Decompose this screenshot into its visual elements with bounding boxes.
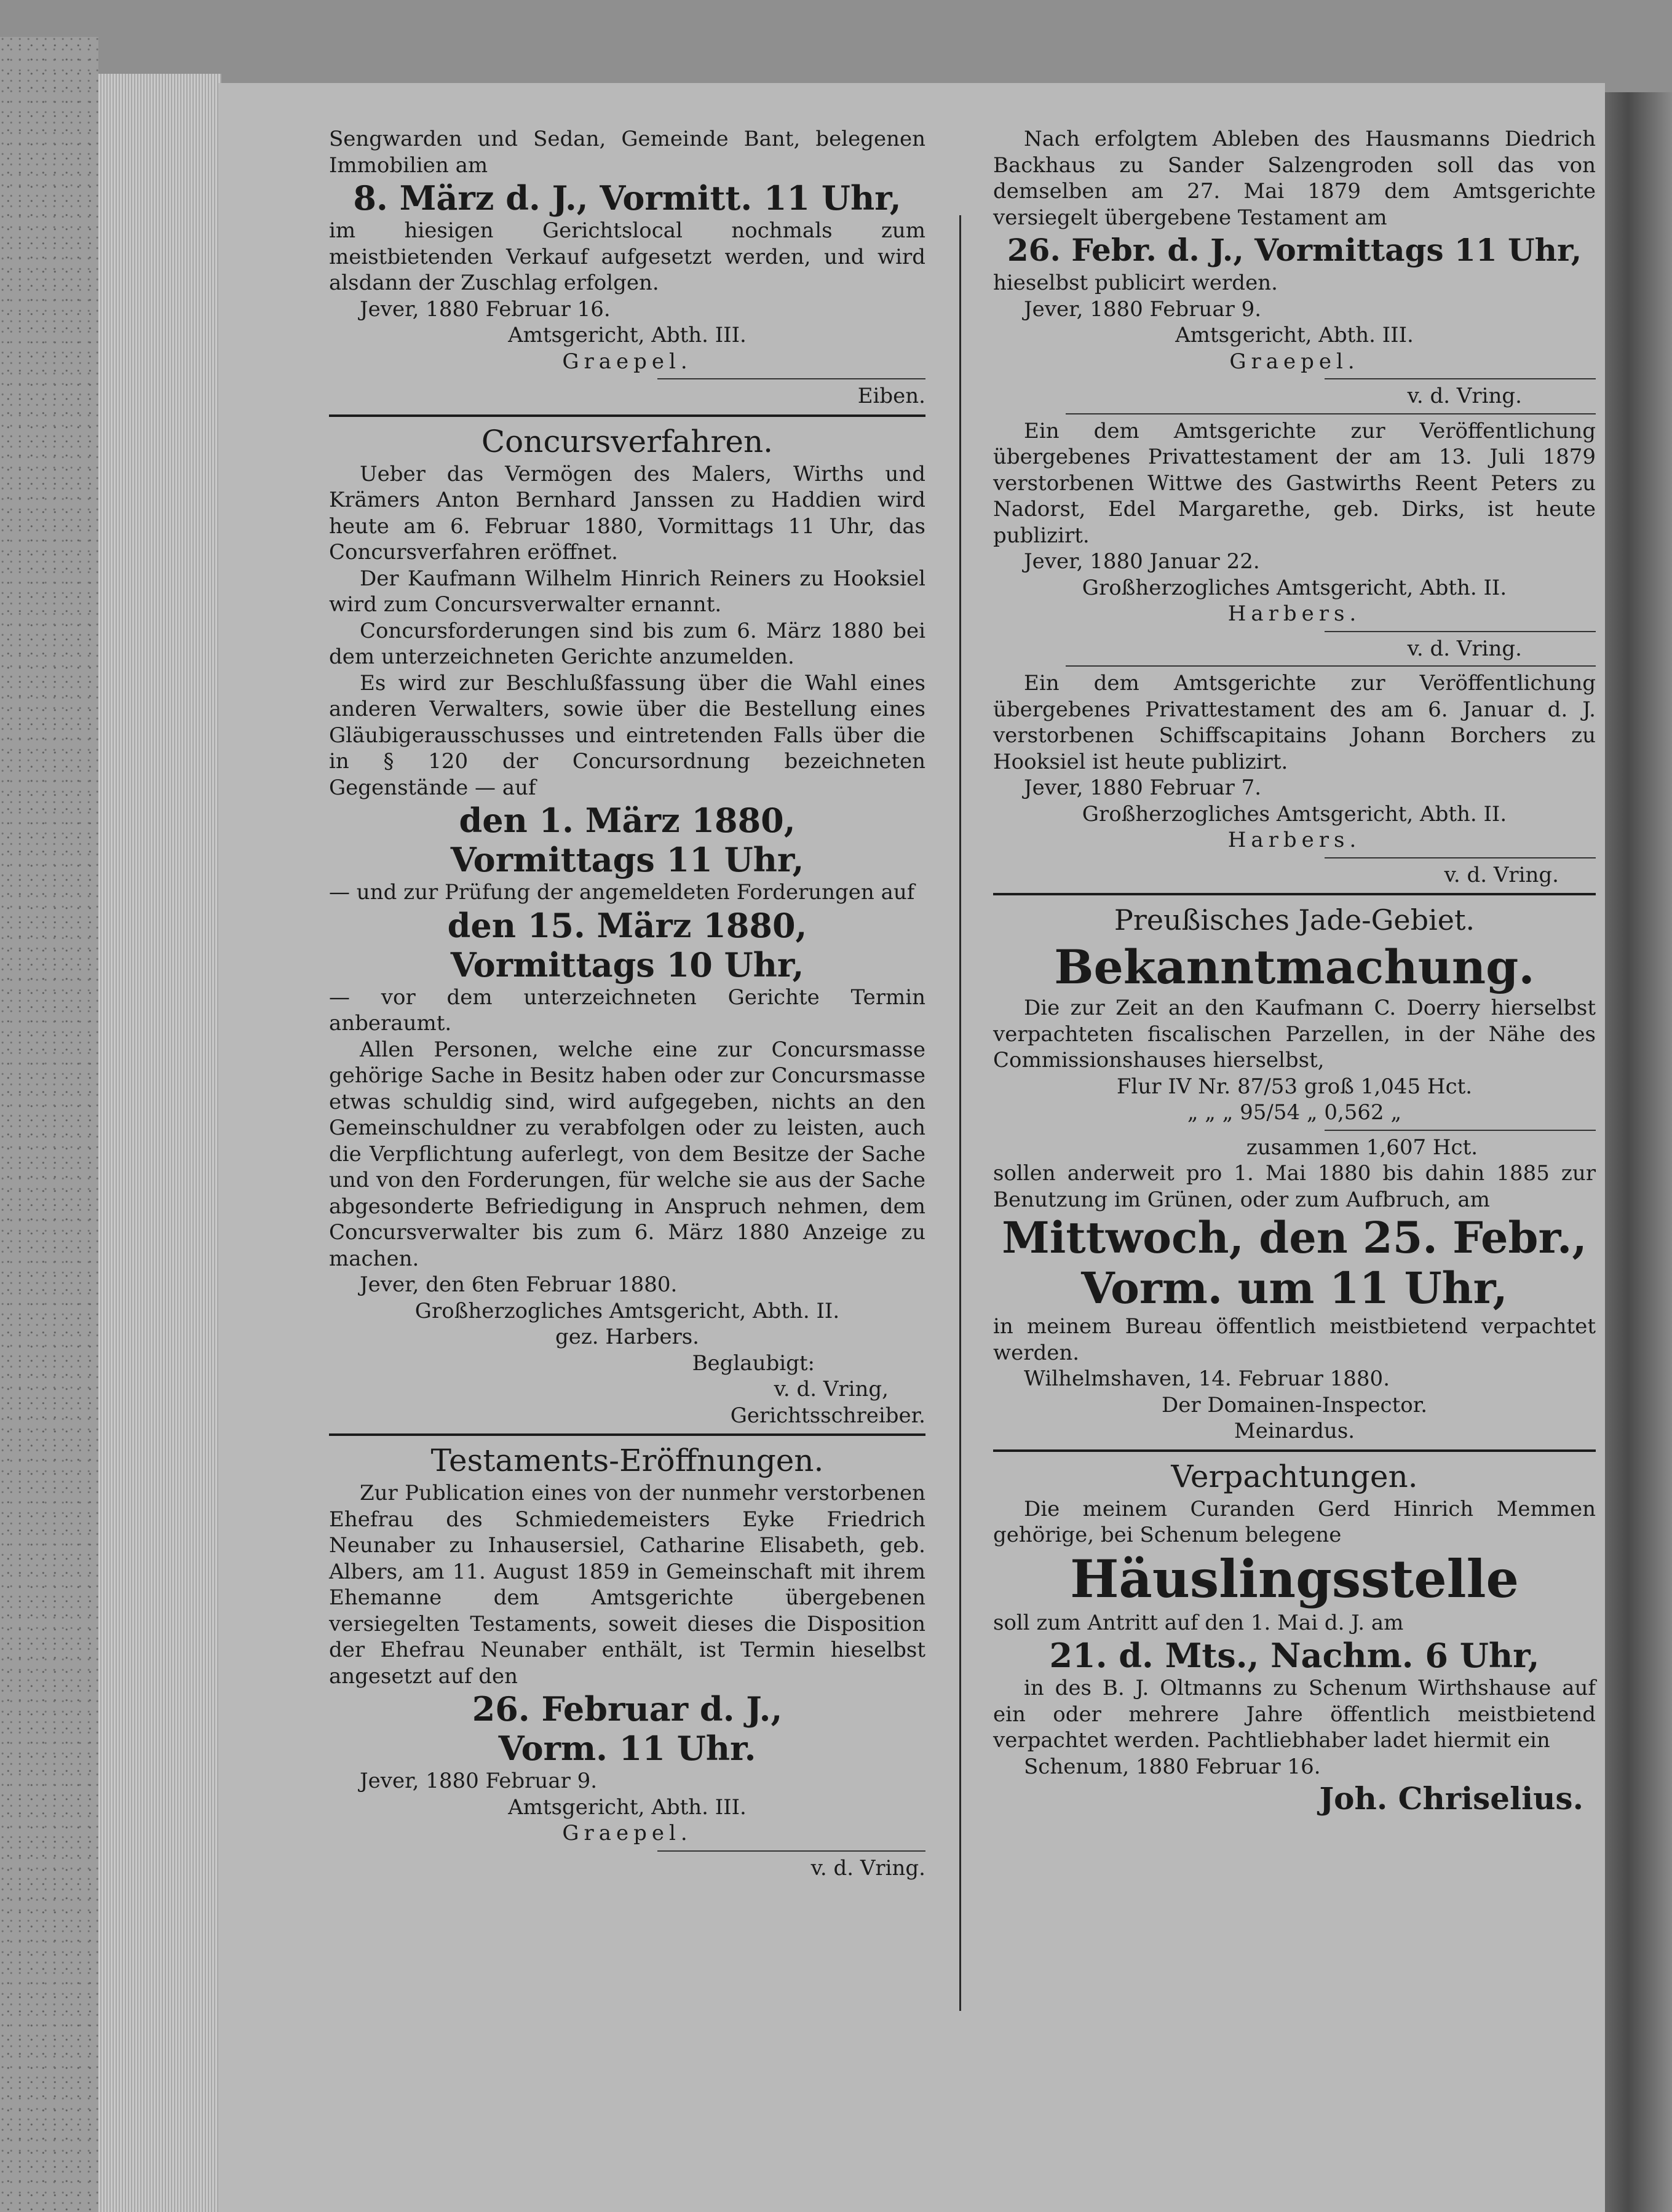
notice-date: den 1. März 1880, bbox=[459, 801, 796, 840]
notice-text: im hiesigen Gerichtslocal nochmals zum meistbietenden Verkauf aufgesetzt werden, und wird alsdann der Zuschlag erfolgen. bbox=[329, 218, 925, 295]
notice-text: — und zur Prüfung der angemeldeten Forderungen auf bbox=[329, 880, 915, 905]
divider bbox=[657, 1850, 926, 1852]
notice-text: in des B. J. Oltmanns zu Schenum Wirthshause auf ein oder mehrere Jahre öffentlich meistbietend verpachtet werden. Pachtliebhaber ladet hiermit ein bbox=[993, 1676, 1596, 1753]
notice-court: Großherzogliches Amtsgericht, Abth. II. bbox=[1082, 575, 1507, 600]
region-heading: Preußisches Jade-Gebiet. bbox=[1114, 903, 1475, 937]
parcel-row: „ „ „ 95/54 „ 0,562 „ bbox=[1187, 1100, 1402, 1125]
notice-text: in meinem Bureau öffentlich meistbietend verpachtet werden. bbox=[993, 1314, 1596, 1365]
notice-text: hieselbst publicirt werden. bbox=[993, 271, 1278, 295]
notice-text: soll zum Antritt auf den 1. Mai d. J. am bbox=[993, 1610, 1404, 1635]
divider bbox=[1066, 665, 1596, 667]
notice-time: Vormittags 11 Uhr, bbox=[450, 840, 804, 879]
notice-text: Ueber das Vermögen des Malers, Wirths und Krämers Anton Bernhard Janssen zu Haddien wird heute am 6. Februar 1880, Vormittags 11 Uhr, das Concursverfahren eröffnet. bbox=[329, 461, 925, 565]
notice-court: Amtsgericht, Abth. III. bbox=[1175, 323, 1414, 347]
lease-object: Häuslingsstelle bbox=[1070, 1548, 1519, 1609]
notice-date: 21. d. Mts., Nachm. 6 Uhr, bbox=[1049, 1636, 1540, 1675]
notice-text: Allen Personen, welche eine zur Concursmasse gehörige Sache in Besitz haben oder zur Concursmasse etwas schuldig sind, wird aufgegeben, nichts an den Gemeinschuldner zu verabfolgen oder zu leisten, auch die Verpflichtung auferlegt, von dem Besitze der Sache und von den Forderungen, für welche sie aus der Sache abgesonderte Befriedigung in Anspruch nehmen, dem Concursverwalter bis zum 6. März 1880 Anzeige zu machen. bbox=[329, 1037, 925, 1271]
notice-time: Vormittags 10 Uhr, bbox=[450, 945, 804, 985]
divider bbox=[329, 414, 925, 417]
divider bbox=[993, 1449, 1596, 1452]
notice-court: Amtsgericht, Abth. III. bbox=[508, 1794, 747, 1820]
notice-office: Der Domainen-Inspector. bbox=[1161, 1392, 1428, 1417]
notice-place: Jever, den 6ten Februar 1880. bbox=[360, 1272, 678, 1297]
notice-clerk: v. d. Vring. bbox=[810, 1855, 925, 1881]
notice-text: Die zur Zeit an den Kaufmann C. Doerry hierselbst verpachteten fiscalischen Parzellen, in der Nähe des Commissionshauses hierselbst, bbox=[993, 996, 1596, 1072]
notice-signature: Graepel. bbox=[562, 349, 692, 374]
divider bbox=[1325, 1130, 1596, 1131]
left-column bbox=[329, 126, 925, 1881]
notice-text: — vor dem unterzeichneten Gerichte Termin anberaumt. bbox=[329, 985, 925, 1036]
announcement-heading: Bekanntmachung. bbox=[1054, 940, 1535, 994]
divider bbox=[329, 1433, 925, 1436]
notice-court: Großherzogliches Amtsgericht, Abth. II. bbox=[1082, 801, 1507, 827]
notice-signature: Harbers. bbox=[1227, 601, 1361, 626]
notice-clerk: v. d. Vring. bbox=[1407, 384, 1522, 408]
notice-place: Schenum, 1880 Februar 16. bbox=[1024, 1754, 1321, 1779]
notice-clerk-title: Gerichtsschreiber. bbox=[730, 1403, 925, 1428]
notice-place: Jever, 1880 Februar 16. bbox=[360, 296, 611, 322]
book-spine bbox=[1599, 92, 1672, 2212]
notice-clerk: v. d. Vring, bbox=[774, 1377, 889, 1401]
notice-signature: Graepel. bbox=[562, 1821, 692, 1845]
divider bbox=[993, 893, 1596, 895]
notice-place: Jever, 1880 Februar 9. bbox=[360, 1769, 598, 1793]
page-edges bbox=[98, 74, 221, 2212]
notice-time: Vorm. 11 Uhr. bbox=[498, 1729, 756, 1768]
divider bbox=[1325, 378, 1596, 379]
notice-place: Wilhelmshaven, 14. Februar 1880. bbox=[1024, 1366, 1390, 1391]
notice-date: Mittwoch, den 25. Febr., bbox=[1002, 1212, 1587, 1263]
notice-clerk: Eiben. bbox=[857, 384, 925, 408]
notice-signature: Joh. Chriselius. bbox=[1319, 1780, 1583, 1817]
notice-date: 26. Februar d. J., bbox=[472, 1689, 783, 1729]
notice-place: Jever, 1880 Januar 22. bbox=[1024, 549, 1260, 574]
notice-signature: Meinardus. bbox=[1234, 1419, 1355, 1443]
divider bbox=[1325, 857, 1596, 858]
notice-date: den 15. März 1880, bbox=[447, 905, 807, 945]
notice-clerk: v. d. Vring. bbox=[1407, 636, 1522, 661]
notice-court: Amtsgericht, Abth. III. bbox=[508, 323, 747, 347]
notice-date: 26. Febr. d. J., Vormittags 11 Uhr, bbox=[1007, 232, 1582, 268]
notice-signature: gez. Harbers. bbox=[555, 1325, 699, 1349]
notice-signature: Harbers. bbox=[1227, 828, 1361, 852]
book-cover bbox=[0, 37, 98, 2212]
notice-certified: Beglaubigt: bbox=[692, 1350, 815, 1376]
notice-place: Jever, 1880 Februar 9. bbox=[1024, 296, 1262, 322]
notice-text: Der Kaufmann Wilhelm Hinrich Reiners zu Hooksiel wird zum Concursverwalter ernannt. bbox=[329, 566, 925, 617]
notice-date: 8. März d. J., Vormitt. 11 Uhr, bbox=[353, 178, 901, 218]
notice-court: Großherzogliches Amtsgericht, Abth. II. bbox=[414, 1298, 840, 1323]
section-heading: Verpachtungen. bbox=[1171, 1458, 1418, 1494]
notice-text: Ein dem Amtsgerichte zur Veröffentlichung übergebenes Privattestament der am 13. Juli 1879 verstorbenen Wittwe des Gastwirths Reent Peters zu Nadorst, Edel Margarethe, geb. Dirks, ist heute publizirt. bbox=[993, 418, 1596, 548]
parcel-row: Flur IV Nr. 87/53 groß 1,045 Hct. bbox=[1116, 1074, 1473, 1099]
notice-clerk: v. d. Vring. bbox=[1444, 862, 1559, 887]
notice-text: Zur Publication eines von der nunmehr verstorbenen Ehefrau des Schmiedemeisters Eyke Friedrich Neunaber zu Inhausersiel, Catharine Elisabeth, geb. Albers, am 11. August 1859 in Gemeinschaft mit ihrem Ehemanne dem Amtsgerichte übergebenen versiegelten Testaments, soweit dieses die Disposition der Ehefrau Neunaber enthält, ist Termin hieselbst angesetzt auf den bbox=[329, 1481, 925, 1689]
notice-text: Die meinem Curanden Gerd Hinrich Memmen gehörige, bei Schenum belegene bbox=[993, 1496, 1596, 1547]
parcel-total: zusammen 1,607 Hct. bbox=[1246, 1135, 1478, 1160]
notice-text: Es wird zur Beschlußfassung über die Wahl eines anderen Verwalters, sowie über die Bestellung eines Gläubigerausschusses und eintretenden Falls über die in § 120 der Concursordnung bezeichneten Gegenstände — auf bbox=[329, 670, 925, 800]
notice-text: Ein dem Amtsgerichte zur Veröffentlichung übergebenes Privattestament des am 6. Januar d. J. verstorbenen Schiffscapitains Johann Borchers zu Hooksiel ist heute publizirt. bbox=[993, 671, 1596, 774]
column-divider bbox=[959, 215, 961, 2011]
divider bbox=[1325, 631, 1596, 632]
notice-signature: Graepel. bbox=[1229, 349, 1360, 374]
notice-text: sollen anderweit pro 1. Mai 1880 bis dahin 1885 zur Benutzung im Grünen, oder zum Aufbruch, am bbox=[993, 1161, 1596, 1212]
notice-text: Sengwarden und Sedan, Gemeinde Bant, belegenen Immobilien am bbox=[329, 127, 925, 178]
section-heading: Testaments-Eröffnungen. bbox=[430, 1443, 824, 1478]
notice-text: Nach erfolgtem Ableben des Hausmanns Diedrich Backhaus zu Sander Salzengroden soll das von demselben am 27. Mai 1879 dem Amtsgerichte versiegelt übergebene Testament am bbox=[993, 127, 1596, 230]
divider bbox=[657, 378, 926, 379]
notice-time: Vorm. um 11 Uhr, bbox=[1081, 1263, 1508, 1314]
notice-text: Concursforderungen sind bis zum 6. März 1880 bei dem unterzeichneten Gerichte anzumelden. bbox=[329, 618, 925, 669]
right-column bbox=[993, 126, 1596, 1818]
divider bbox=[1066, 413, 1596, 414]
section-heading: Concursverfahren. bbox=[481, 423, 774, 459]
notice-place: Jever, 1880 Februar 7. bbox=[1024, 775, 1262, 800]
